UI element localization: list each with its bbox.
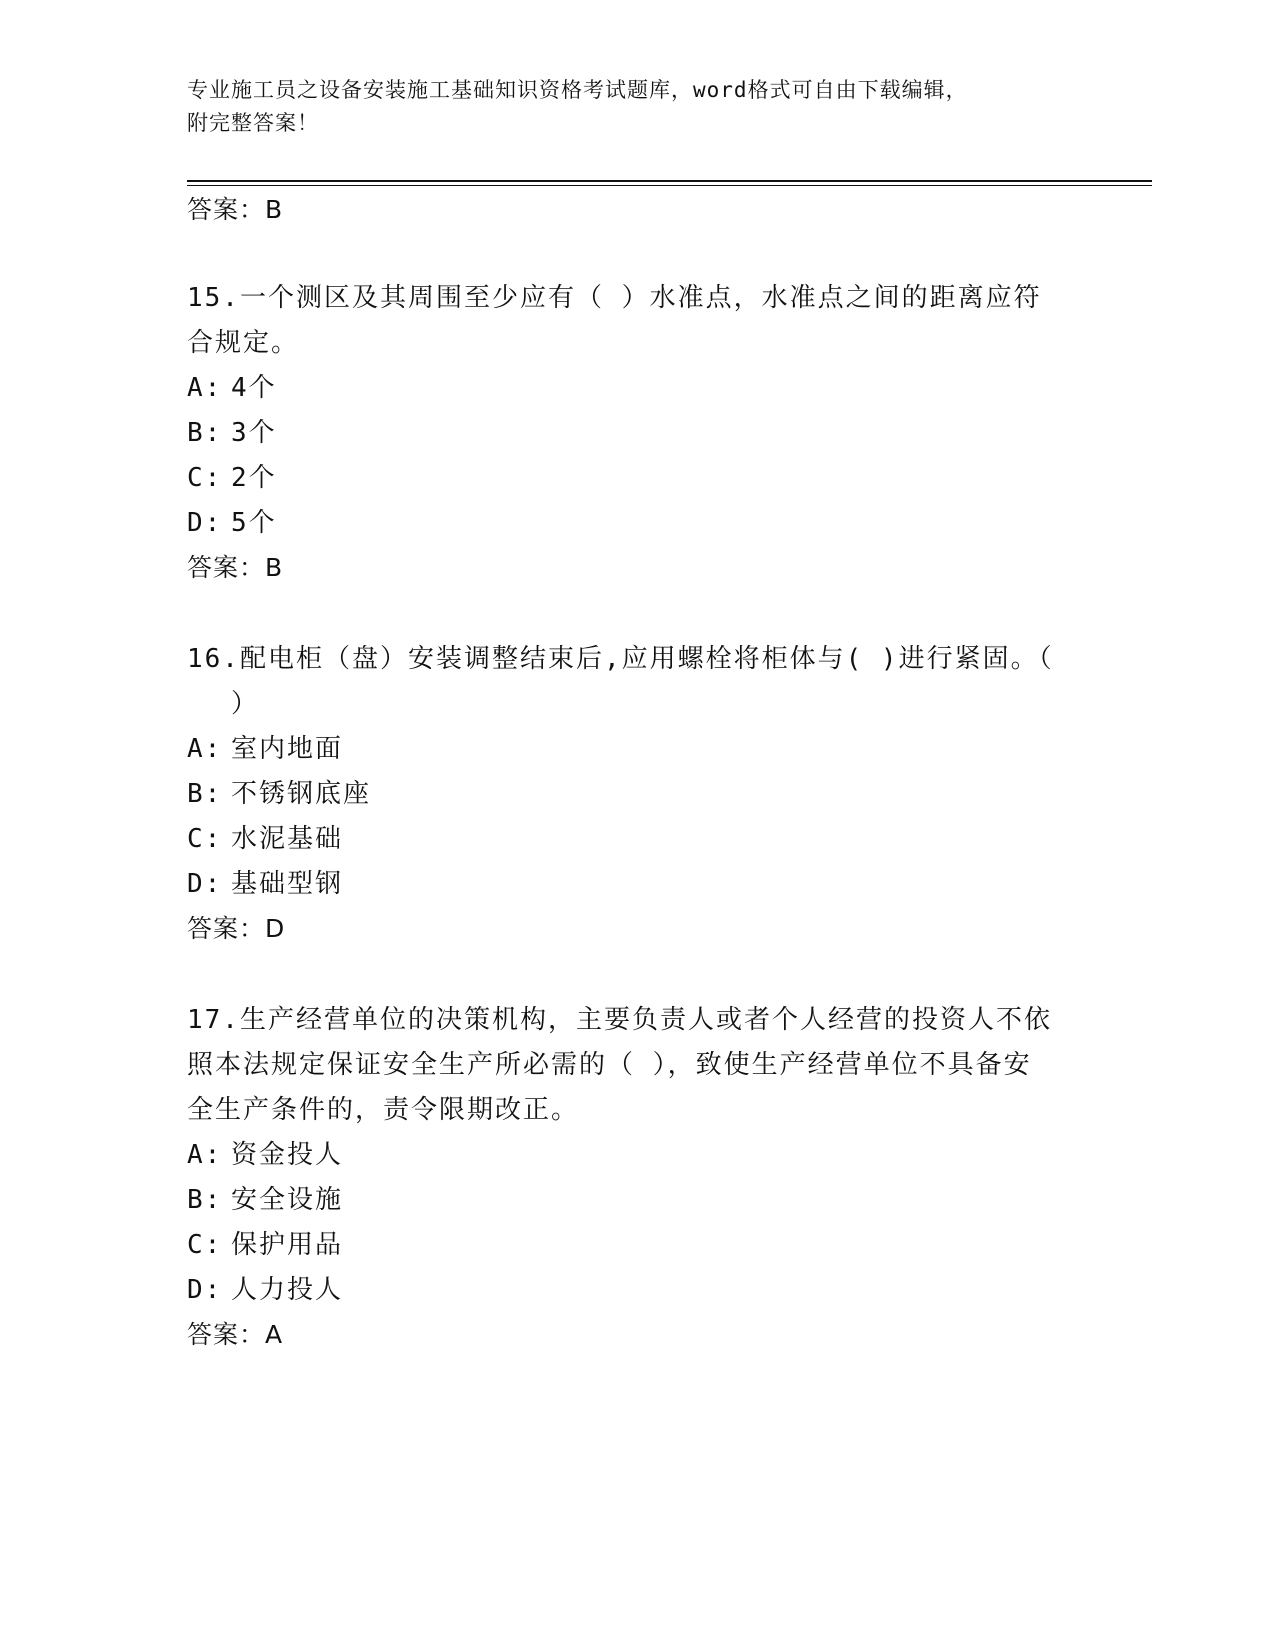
question-16-option-a bbox=[187, 727, 1087, 772]
option-letter: D: bbox=[187, 869, 223, 899]
question-16-option-d bbox=[187, 862, 1087, 907]
question-15 bbox=[187, 276, 1087, 590]
option-text: 5个 bbox=[231, 508, 277, 538]
option-letter: C: bbox=[187, 1230, 223, 1260]
option-text: 2个 bbox=[231, 463, 277, 493]
question-15-stem-line-2: 合规定。 bbox=[187, 328, 300, 358]
header-line-2: 附完整答案！ bbox=[187, 111, 319, 135]
answer-q16: 答案：D bbox=[187, 914, 286, 943]
header-line-1: 专业施工员之设备安装施工基础知识资格考试题库，word格式可自由下载编辑， bbox=[187, 78, 968, 102]
question-15-stem-line-1: 15.一个测区及其周围至少应有（ ）水准点，水准点之间的距离应符 bbox=[187, 283, 1042, 313]
option-letter: B: bbox=[187, 418, 223, 448]
option-letter: C: bbox=[187, 824, 223, 854]
question-16-stem bbox=[187, 637, 1087, 727]
option-text: 水泥基础 bbox=[231, 824, 344, 854]
option-text: 3个 bbox=[231, 418, 277, 448]
option-letter: C: bbox=[187, 463, 223, 493]
question-15-option-d bbox=[187, 501, 1087, 546]
option-text: 不锈钢底座 bbox=[231, 779, 372, 809]
option-letter: B: bbox=[187, 779, 223, 809]
document-header bbox=[187, 74, 1087, 140]
option-letter: A: bbox=[187, 1140, 223, 1170]
question-16-stem-line-2: ） bbox=[231, 689, 260, 719]
question-17-option-d bbox=[187, 1268, 1087, 1313]
question-15-option-b bbox=[187, 411, 1087, 456]
option-text: 室内地面 bbox=[231, 734, 344, 764]
question-17-option-b bbox=[187, 1178, 1087, 1223]
answer-q14: 答案：B bbox=[187, 195, 284, 224]
question-16-option-b bbox=[187, 772, 1087, 817]
question-17-stem-line-1: 17.生产经营单位的决策机构，主要负责人或者个人经营的投资人不依 bbox=[187, 1005, 1052, 1035]
question-17-stem-line-2: 照本法规定保证安全生产所必需的（ ），致使生产经营单位不具备安 bbox=[187, 1050, 1032, 1080]
answer-q15: 答案：B bbox=[187, 553, 284, 582]
question-15-stem bbox=[187, 276, 1087, 366]
question-17-stem bbox=[187, 998, 1087, 1133]
question-15-option-a bbox=[187, 366, 1087, 411]
option-letter: D: bbox=[187, 508, 223, 538]
option-letter: A: bbox=[187, 373, 223, 403]
question-17-stem-line-3: 全生产条件的，责令限期改正。 bbox=[187, 1095, 580, 1125]
question-17 bbox=[187, 998, 1087, 1357]
option-text: 资金投人 bbox=[231, 1140, 344, 1170]
option-letter: B: bbox=[187, 1185, 223, 1215]
option-text: 基础型钢 bbox=[231, 869, 344, 899]
question-17-option-a bbox=[187, 1133, 1087, 1178]
option-text: 安全设施 bbox=[231, 1185, 344, 1215]
option-letter: A: bbox=[187, 734, 223, 764]
question-16-stem-line-1: 16.配电柜（盘）安装调整结束后,应用螺栓将柜体与( )进行紧固。（ bbox=[187, 644, 1054, 674]
answer-q17: 答案：A bbox=[187, 1320, 284, 1349]
option-text: 保护用品 bbox=[231, 1230, 344, 1260]
option-text: 4个 bbox=[231, 373, 277, 403]
question-16-option-c bbox=[187, 817, 1087, 862]
option-letter: D: bbox=[187, 1275, 223, 1305]
question-15-option-c bbox=[187, 456, 1087, 501]
question-17-option-c bbox=[187, 1223, 1087, 1268]
option-text: 人力投人 bbox=[231, 1275, 344, 1305]
header-divider bbox=[187, 180, 1152, 186]
question-16 bbox=[187, 637, 1087, 951]
